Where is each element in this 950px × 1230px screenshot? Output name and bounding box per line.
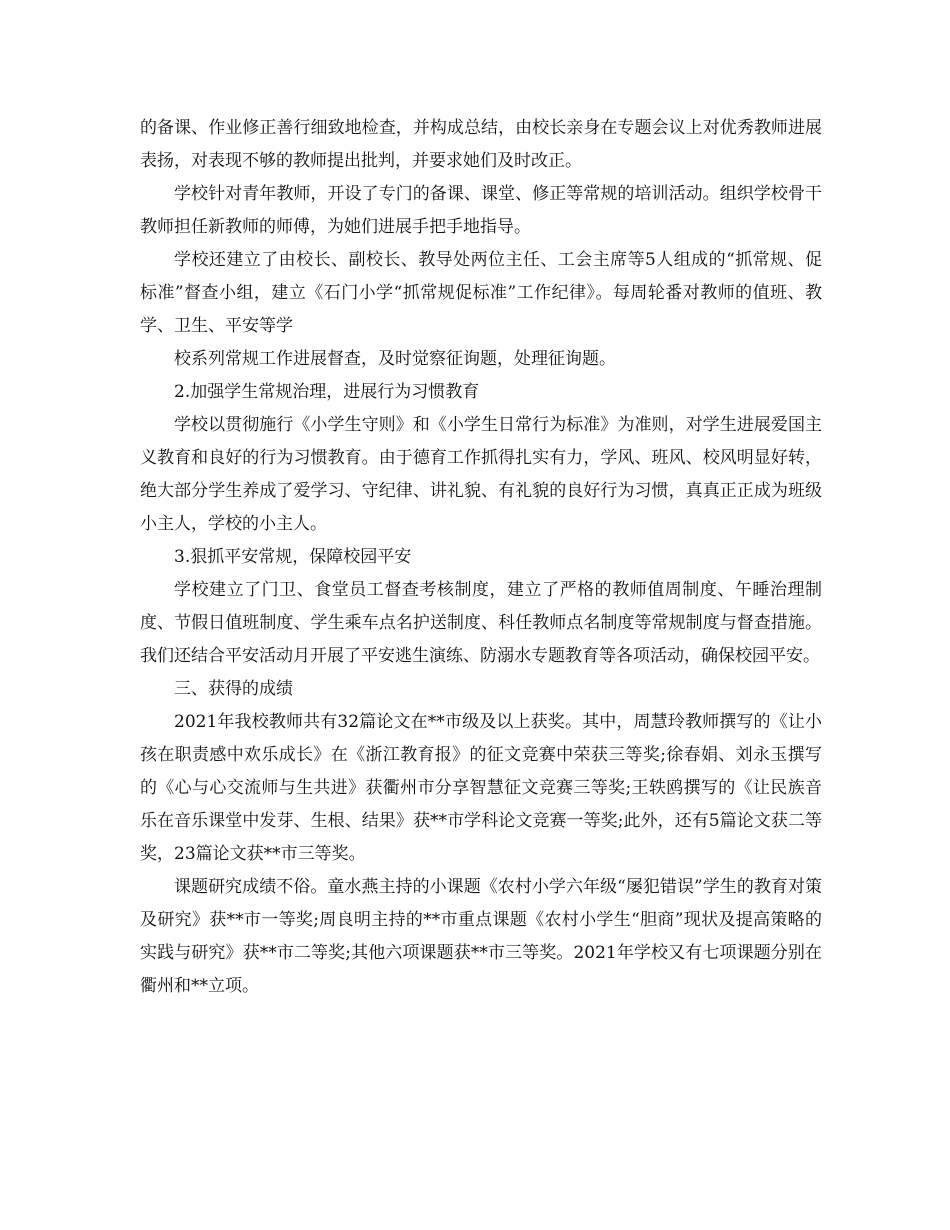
section-heading-achievements: 三、获得的成绩 xyxy=(174,679,293,699)
section-heading-2: 2.加强学生常规治理，进展行为习惯教育 xyxy=(174,382,480,402)
paragraph-7: 2021年我校教师共有32篇论文在**市级及以上获奖。其中，周慧玲教师撰写的《让小孩在职责感中欢乐成长》在《浙江教育报》的征文竞赛中荣获三等奖;徐春娟、刘永玉撰写的《心与心交流师与生共进》获衢州市分享智慧征文竞赛三等奖;王轶鸥撰写的《让民族音乐在音乐课堂中发芽、生根、结果》获**市学科论文竞赛一等奖;此外，还有5篇论文获二等奖，23篇论文获**市三等奖。 xyxy=(140,712,822,864)
document-page xyxy=(140,112,822,1003)
paragraph-5: 学校以贯彻施行《小学生守则》和《小学生日常行为标准》为准则，对学生进展爱国主义教育和良好的行为习惯教育。由于德育工作抓得扎实有力，学风、班风、校风明显好转，绝大部分学生养成了爱学习、守纪律、讲礼貌、有礼貌的良好行为习惯，真真正正成为班级小主人，学校的小主人。 xyxy=(140,415,822,534)
paragraph-2: 学校针对青年教师，开设了专门的备课、课堂、修正等常规的培训活动。组织学校骨干教师担任新教师的师傅，为她们进展手把手地指导。 xyxy=(140,184,822,237)
section-heading-3: 3.狠抓平安常规，保障校园平安 xyxy=(174,547,412,567)
paragraph-4: 校系列常规工作进展督查，及时觉察征询题，处理征询题。 xyxy=(174,349,616,369)
paragraph-8: 课题研究成绩不俗。童水燕主持的小课题《农村小学六年级“屡犯错误”学生的教育对策及研究》获**市一等奖;周良明主持的**市重点课题《农村小学生“胆商”现状及提高策略的实践与研究》获**市二等奖;其他六项课题获**市三等奖。2021年学校又有七项课题分别在衢州和**立项。 xyxy=(140,877,822,996)
paragraph-6: 学校建立了门卫、食堂员工督查考核制度，建立了严格的教师值周制度、午睡治理制度、节假日值班制度、学生乘车点名护送制度、科任教师点名制度等常规制度与督查措施。我们还结合平安活动月开展了平安逃生演练、防溺水专题教育等各项活动，确保校园平安。 xyxy=(140,580,822,666)
paragraph-1: 的备课、作业修正善行细致地检查，并构成总结，由校长亲身在专题会议上对优秀教师进展表扬，对表现不够的教师提出批判，并要求她们及时改正。 xyxy=(140,118,822,171)
paragraph-3: 学校还建立了由校长、副校长、教导处两位主任、工会主席等5人组成的“抓常规、促标准”督查小组，建立《石门小学“抓常规促标准”工作纪律》。每周轮番对教师的值班、教学、卫生、平安等学 xyxy=(140,250,822,336)
